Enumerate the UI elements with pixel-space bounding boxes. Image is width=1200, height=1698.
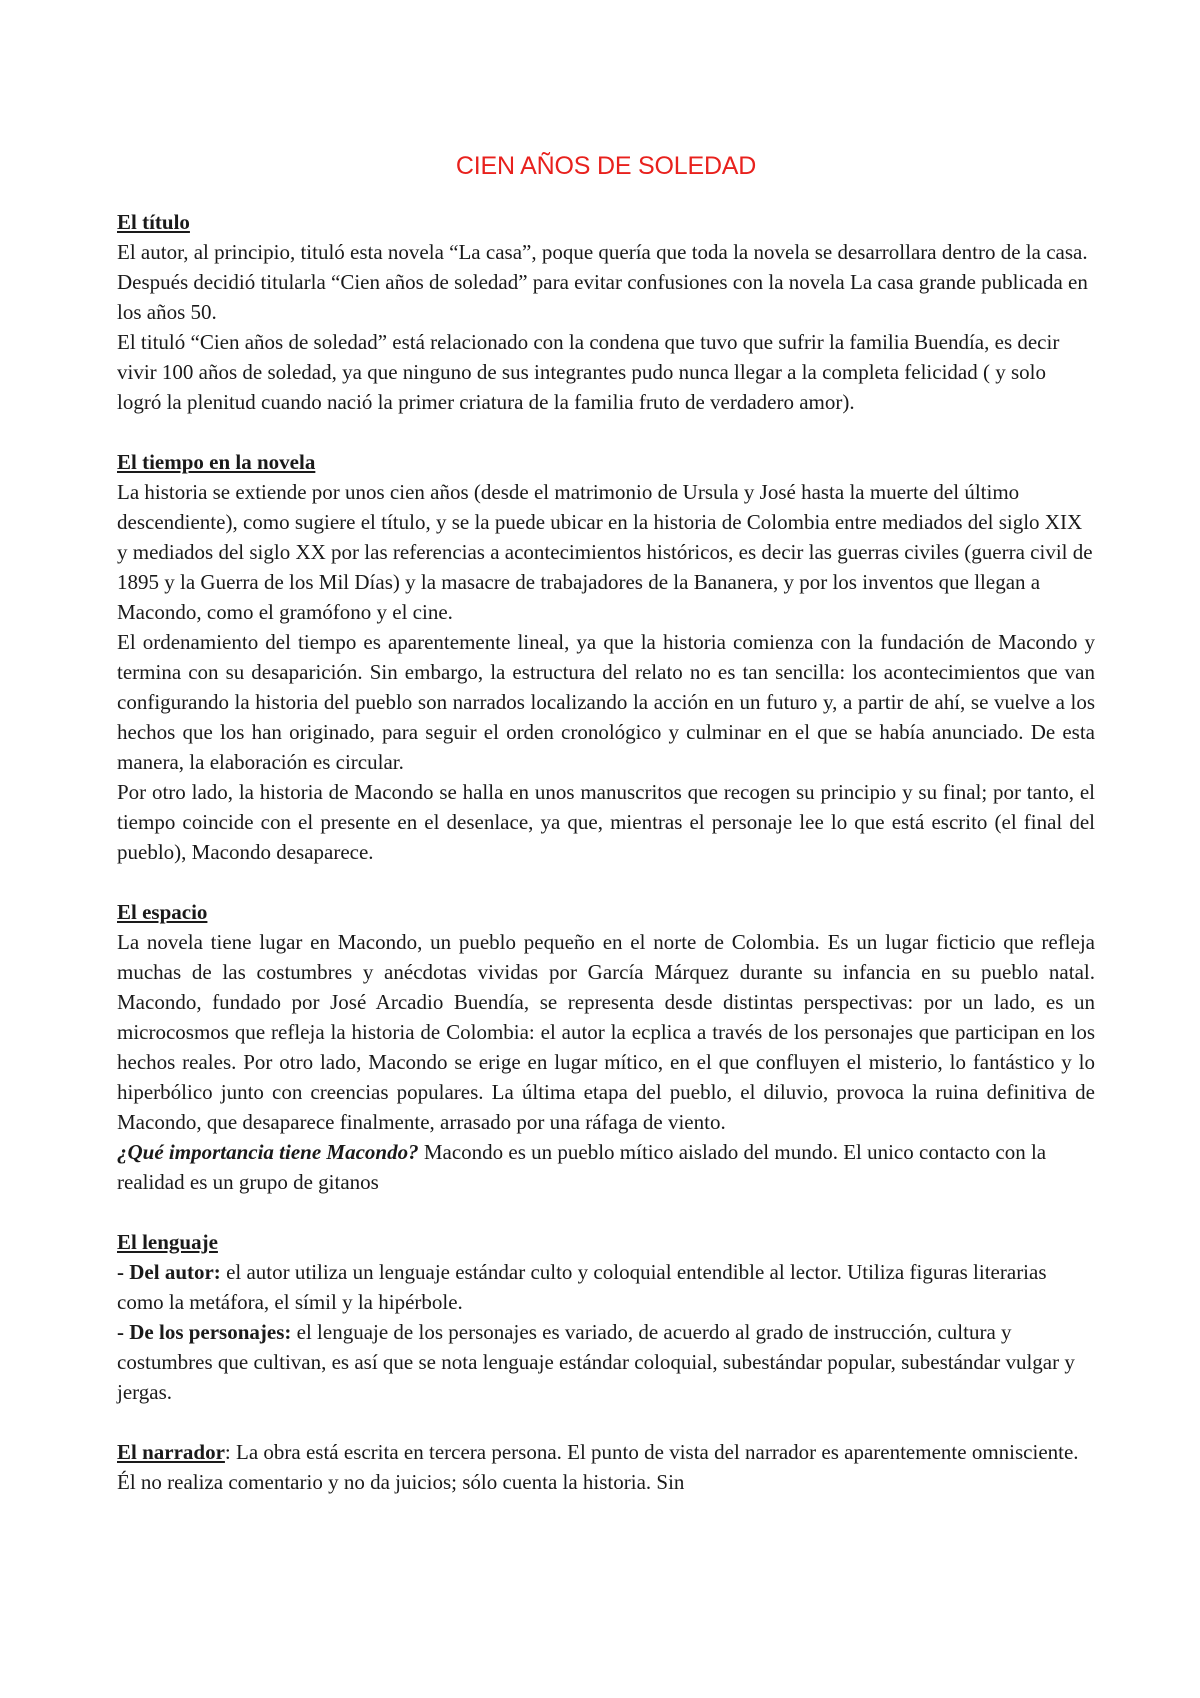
list-item-label: - Del autor: xyxy=(117,1260,221,1284)
section-tiempo xyxy=(117,447,1095,867)
question-paragraph xyxy=(117,1137,1095,1197)
list-item-text: el lenguaje de los personajes es variado, de acuerdo al grado de instrucción, cultura y costumbres que cultivan, es así que se nota lenguaje estándar coloquial, subestándar popular, subestándar vulgar y jergas. xyxy=(117,1320,1075,1404)
section-lenguaje xyxy=(117,1227,1095,1407)
paragraph: El autor, al principio, tituló esta novela “La casa”, poque quería que toda la novela se desarrollara dentro de la casa. Después decidió titularla “Cien años de soledad” para evitar confusiones con la novela La casa grande publicada en los años 50. xyxy=(117,240,1088,324)
section-heading-lenguaje: El lenguaje xyxy=(117,1230,218,1254)
section-title xyxy=(117,207,1095,417)
list-item-label: - De los personajes: xyxy=(117,1320,292,1344)
section-narrador xyxy=(117,1437,1095,1497)
paragraph xyxy=(117,1437,1095,1497)
paragraph: La historia se extiende por unos cien años (desde el matrimonio de Ursula y José hasta la muerte del último descendiente), como sugiere el título, y se la puede ubicar en la historia de Colombia entre mediados del siglo XIX y mediados del siglo XX por las referencias a acontecimientos históricos, es decir las guerras civiles (guerra civil de 1895 y la Guerra de los Mil Días) y la masacre de trabajadores de la Bananera, y por los inventos que llegan a Macondo, como el gramófono y el cine. xyxy=(117,480,1093,624)
paragraph: El ordenamiento del tiempo es aparentemente lineal, ya que la historia comienza con la fundación de Macondo y termina con su desaparición. Sin embargo, la estructura del relato no es tan sencilla: los acontecimientos que van configurando la historia del pueblo son narrados localizando la acción en un futuro y, a partir de ahí, se vuelve a los hechos que los han originado, para seguir el orden cronológico y culminar en el que se había anunciado. De esta manera, la elaboración es circular. xyxy=(117,630,1095,774)
section-heading-tiempo: El tiempo en la novela xyxy=(117,450,316,474)
section-heading-narrador: El narrador xyxy=(117,1440,225,1464)
paragraph: La novela tiene lugar en Macondo, un pueblo pequeño en el norte de Colombia. Es un lugar ficticio que refleja muchas de las costumbres y anécdotas vividas por García Márquez durante su infancia en su pueblo natal. Macondo, fundado por José Arcadio Buendía, se representa desde distintas perspectivas: por un lado, es un microcosmos que refleja la historia de Colombia: el autor la ecplica a través de los personajes que participan en los hechos reales. Por otro lado, Macondo se erige en lugar mítico, en el que confluyen el misterio, lo fantástico y lo hiperbólico junto con creencias populares. La última etapa del pueblo, el diluvio, provoca la ruina definitiva de Macondo, que desaparece finalmente, arrasado por una ráfaga de viento. xyxy=(117,930,1095,1134)
list-item xyxy=(117,1317,1095,1407)
paragraph-text: : La obra está escrita en tercera persona. El punto de vista del narrador es aparentemente omnisciente. Él no realiza comentario y no da juicios; sólo cuenta la historia. Sin xyxy=(117,1440,1079,1494)
list-item-text: el autor utiliza un lenguaje estándar culto y coloquial entendible al lector. Utiliza figuras literarias como la metáfora, el símil y la hipérbole. xyxy=(117,1260,1047,1314)
list-item xyxy=(117,1257,1095,1317)
section-heading-espacio: El espacio xyxy=(117,900,208,924)
section-espacio xyxy=(117,897,1095,1197)
question-text: Macondo es un pueblo mítico aislado del mundo. El unico contacto con la realidad es un grupo de gitanos xyxy=(117,1140,1047,1194)
document-page xyxy=(117,140,1095,1527)
paragraph: El tituló “Cien años de soledad” está relacionado con la condena que tuvo que sufrir la familia Buendía, es decir vivir 100 años de soledad, ya que ninguno de sus integrantes pudo nunca llegar a la completa felicidad ( y solo logró la plenitud cuando nació la primer criatura de la familia fruto de verdadero amor). xyxy=(117,330,1060,414)
section-heading-titulo: El título xyxy=(117,210,190,234)
document-title: CIEN AÑOS DE SOLEDAD xyxy=(455,152,757,180)
paragraph: Por otro lado, la historia de Macondo se halla en unos manuscritos que recogen su principio y su final; por tanto, el tiempo coincide con el presente en el desenlace, ya que, mientras el personaje lee lo que está escrito (el final del pueblo), Macondo desaparece. xyxy=(117,780,1095,864)
question-label: ¿Qué importancia tiene Macondo? xyxy=(117,1140,419,1164)
